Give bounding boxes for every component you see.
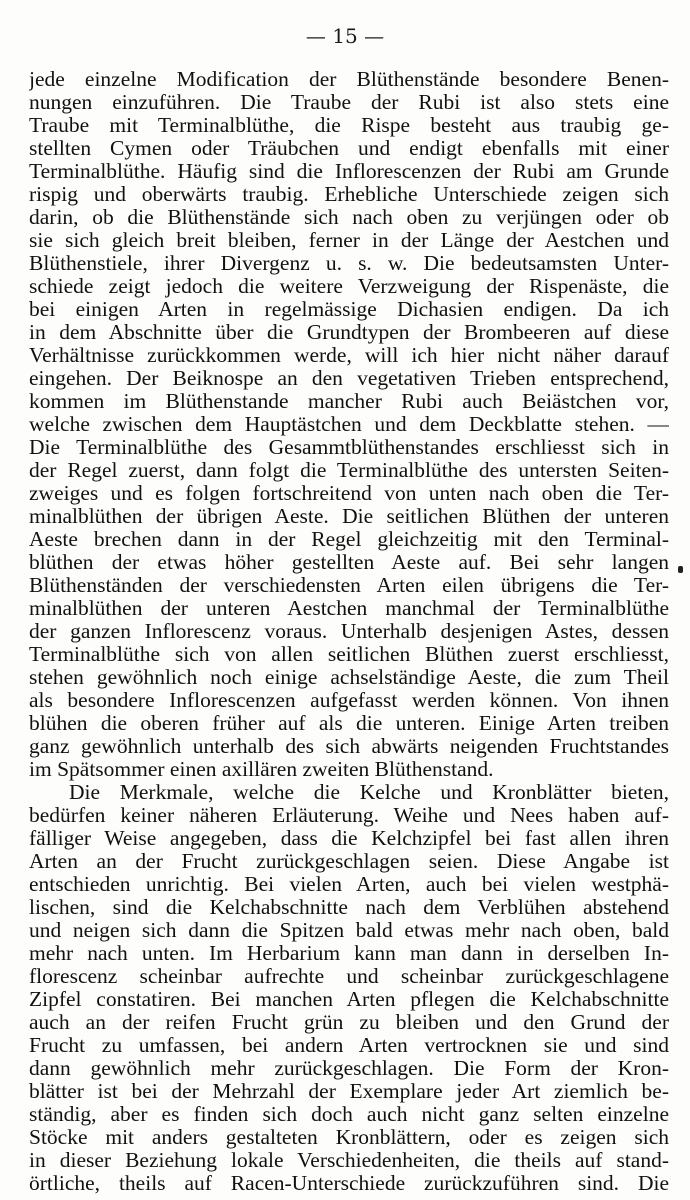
text-line: örtliche, theils auf Racen-Unterschiede zurückzuführen sind. Die: [29, 1172, 669, 1195]
text-line: Aeste brechen dann in der Regel gleichzeitig mit den Terminal-: [29, 528, 669, 551]
text-line: Terminalblüthe. Häufig sind die Inflorescenzen der Rubi am Grunde: [29, 160, 669, 183]
text-line: Die Merkmale, welche die Kelche und Kronblätter bieten,: [69, 781, 669, 804]
text-line: lischen, sind die Kelchabschnitte nach dem Verblühen abstehend: [29, 896, 669, 919]
text-line: stehen gewöhnlich noch einige achselständige Aeste, die zum Theil: [29, 666, 669, 689]
text-line: in dem Abschnitte über die Grundtypen der Brombeeren auf diese: [29, 321, 669, 344]
text-line: blühen die oberen früher auf als die unteren. Einige Arten treiben: [29, 712, 669, 735]
text-line: fälliger Weise angegeben, dass die Kelchzipfel bei fast allen ihren: [29, 827, 669, 850]
text-line: Blüthenständen der verschiedensten Arten eilen übrigens die Ter-: [29, 574, 669, 597]
text-line: Zipfel constatiren. Bei manchen Arten pflegen die Kelchabschnitte: [29, 988, 669, 1011]
text-line: Die Terminalblüthe des Gesammtblüthenstandes erschliesst sich in: [29, 436, 669, 459]
text-line: ständig, aber es finden sich doch auch nicht ganz selten einzelne: [29, 1103, 669, 1126]
text-line: bedürfen keiner näheren Erläuterung. Weihe und Nees haben auf-: [29, 804, 669, 827]
paragraph-inflorescence: [29, 68, 669, 781]
text-line: nungen einzuführen. Die Traube der Rubi ist also stets eine: [29, 91, 669, 114]
text-line: minalblüthen der übrigen Aeste. Die seitlichen Blüthen der unteren: [29, 505, 669, 528]
text-line: und neigen sich dann die Spitzen bald etwas mehr nach oben, bald: [29, 919, 669, 942]
body-text: [29, 68, 669, 1195]
text-line: entschieden unrichtig. Bei vielen Arten, auch bei vielen westphä-: [29, 873, 669, 896]
text-line: Arten an der Frucht zurückgeschlagen seien. Diese Angabe ist: [29, 850, 669, 873]
text-line: stellten Cymen oder Träubchen und endigt ebenfalls mit einer: [29, 137, 669, 160]
text-line: blüthen der etwas höher gestellten Aeste auf. Bei sehr langen: [29, 551, 669, 574]
text-line: Terminalblüthe sich von allen seitlichen Blüthen zuerst erschliesst,: [29, 643, 669, 666]
text-line: welche zwischen dem Hauptästchen und dem Deckblatte stehen. —: [29, 413, 669, 436]
text-line: jede einzelne Modification der Blüthenstände besondere Benen-: [29, 68, 669, 91]
text-line: der Regel zuerst, dann folgt die Terminalblüthe des untersten Seiten-: [29, 459, 669, 482]
text-line: rispig und oberwärts traubig. Erhebliche Unterschiede zeigen sich: [29, 183, 669, 206]
text-line: eingehen. Der Beiknospe an den vegetativen Trieben entsprechend,: [29, 367, 669, 390]
text-line: kommen im Blüthenstande mancher Rubi auch Beiästchen vor,: [29, 390, 669, 413]
text-line: darin, ob die Blüthenstände sich nach oben zu verjüngen oder ob: [29, 206, 669, 229]
text-line: mehr nach unten. Im Herbarium kann man dann in derselben In-: [29, 942, 669, 965]
text-line: sie sich gleich breit bleiben, ferner in der Länge der Aestchen und: [29, 229, 669, 252]
text-line: dann gewöhnlich mehr zurückgeschlagen. Die Form der Kron-: [29, 1057, 669, 1080]
text-line: im Spätsommer einen axillären zweiten Blüthenstand.: [29, 758, 494, 781]
text-line: schiede zeigt jedoch die weitere Verzweigung der Rispenäste, die: [29, 275, 669, 298]
text-line: Frucht zu umfassen, bei andern Arten vertrocknen sie und sind: [29, 1034, 669, 1057]
text-line: blätter ist bei der Mehrzahl der Exemplare jeder Art ziemlich be-: [29, 1080, 669, 1103]
text-line: florescenz scheinbar aufrechte und scheinbar zurückgeschlagene: [29, 965, 669, 988]
text-line: in dieser Beziehung lokale Verschiedenheiten, die theils auf stand-: [29, 1149, 669, 1172]
scan-speck: [678, 566, 683, 573]
text-line: minalblüthen der unteren Aestchen manchmal der Terminalblüthe: [29, 597, 669, 620]
text-line: Verhältnisse zurückkommen werde, will ich hier nicht näher darauf: [29, 344, 669, 367]
text-line: ganz gewöhnlich unterhalb des sich abwärts neigenden Fruchtstandes: [29, 735, 669, 758]
page-number: — 15 —: [305, 24, 385, 48]
text-line: Stöcke mit anders gestalteten Kronblättern, oder es zeigen sich: [29, 1126, 669, 1149]
text-line: auch an der reifen Frucht grün zu bleiben und den Grund der: [29, 1011, 669, 1034]
text-line: als besondere Inflorescenzen aufgefasst werden können. Von ihnen: [29, 689, 669, 712]
text-line: zweiges und es folgen fortschreitend von unten nach oben die Ter-: [29, 482, 669, 505]
paragraph-calyx-petals: [29, 781, 669, 1195]
text-line: Blüthenstiele, ihrer Divergenz u. s. w. Die bedeutsamsten Unter-: [29, 252, 669, 275]
text-line: Traube mit Terminalblüthe, die Rispe besteht aus traubig ge-: [29, 114, 669, 137]
text-line: bei einigen Arten in regelmässige Dichasien endigen. Da ich: [29, 298, 669, 321]
text-line: der ganzen Inflorescenz voraus. Unterhalb desjenigen Astes, dessen: [29, 620, 669, 643]
